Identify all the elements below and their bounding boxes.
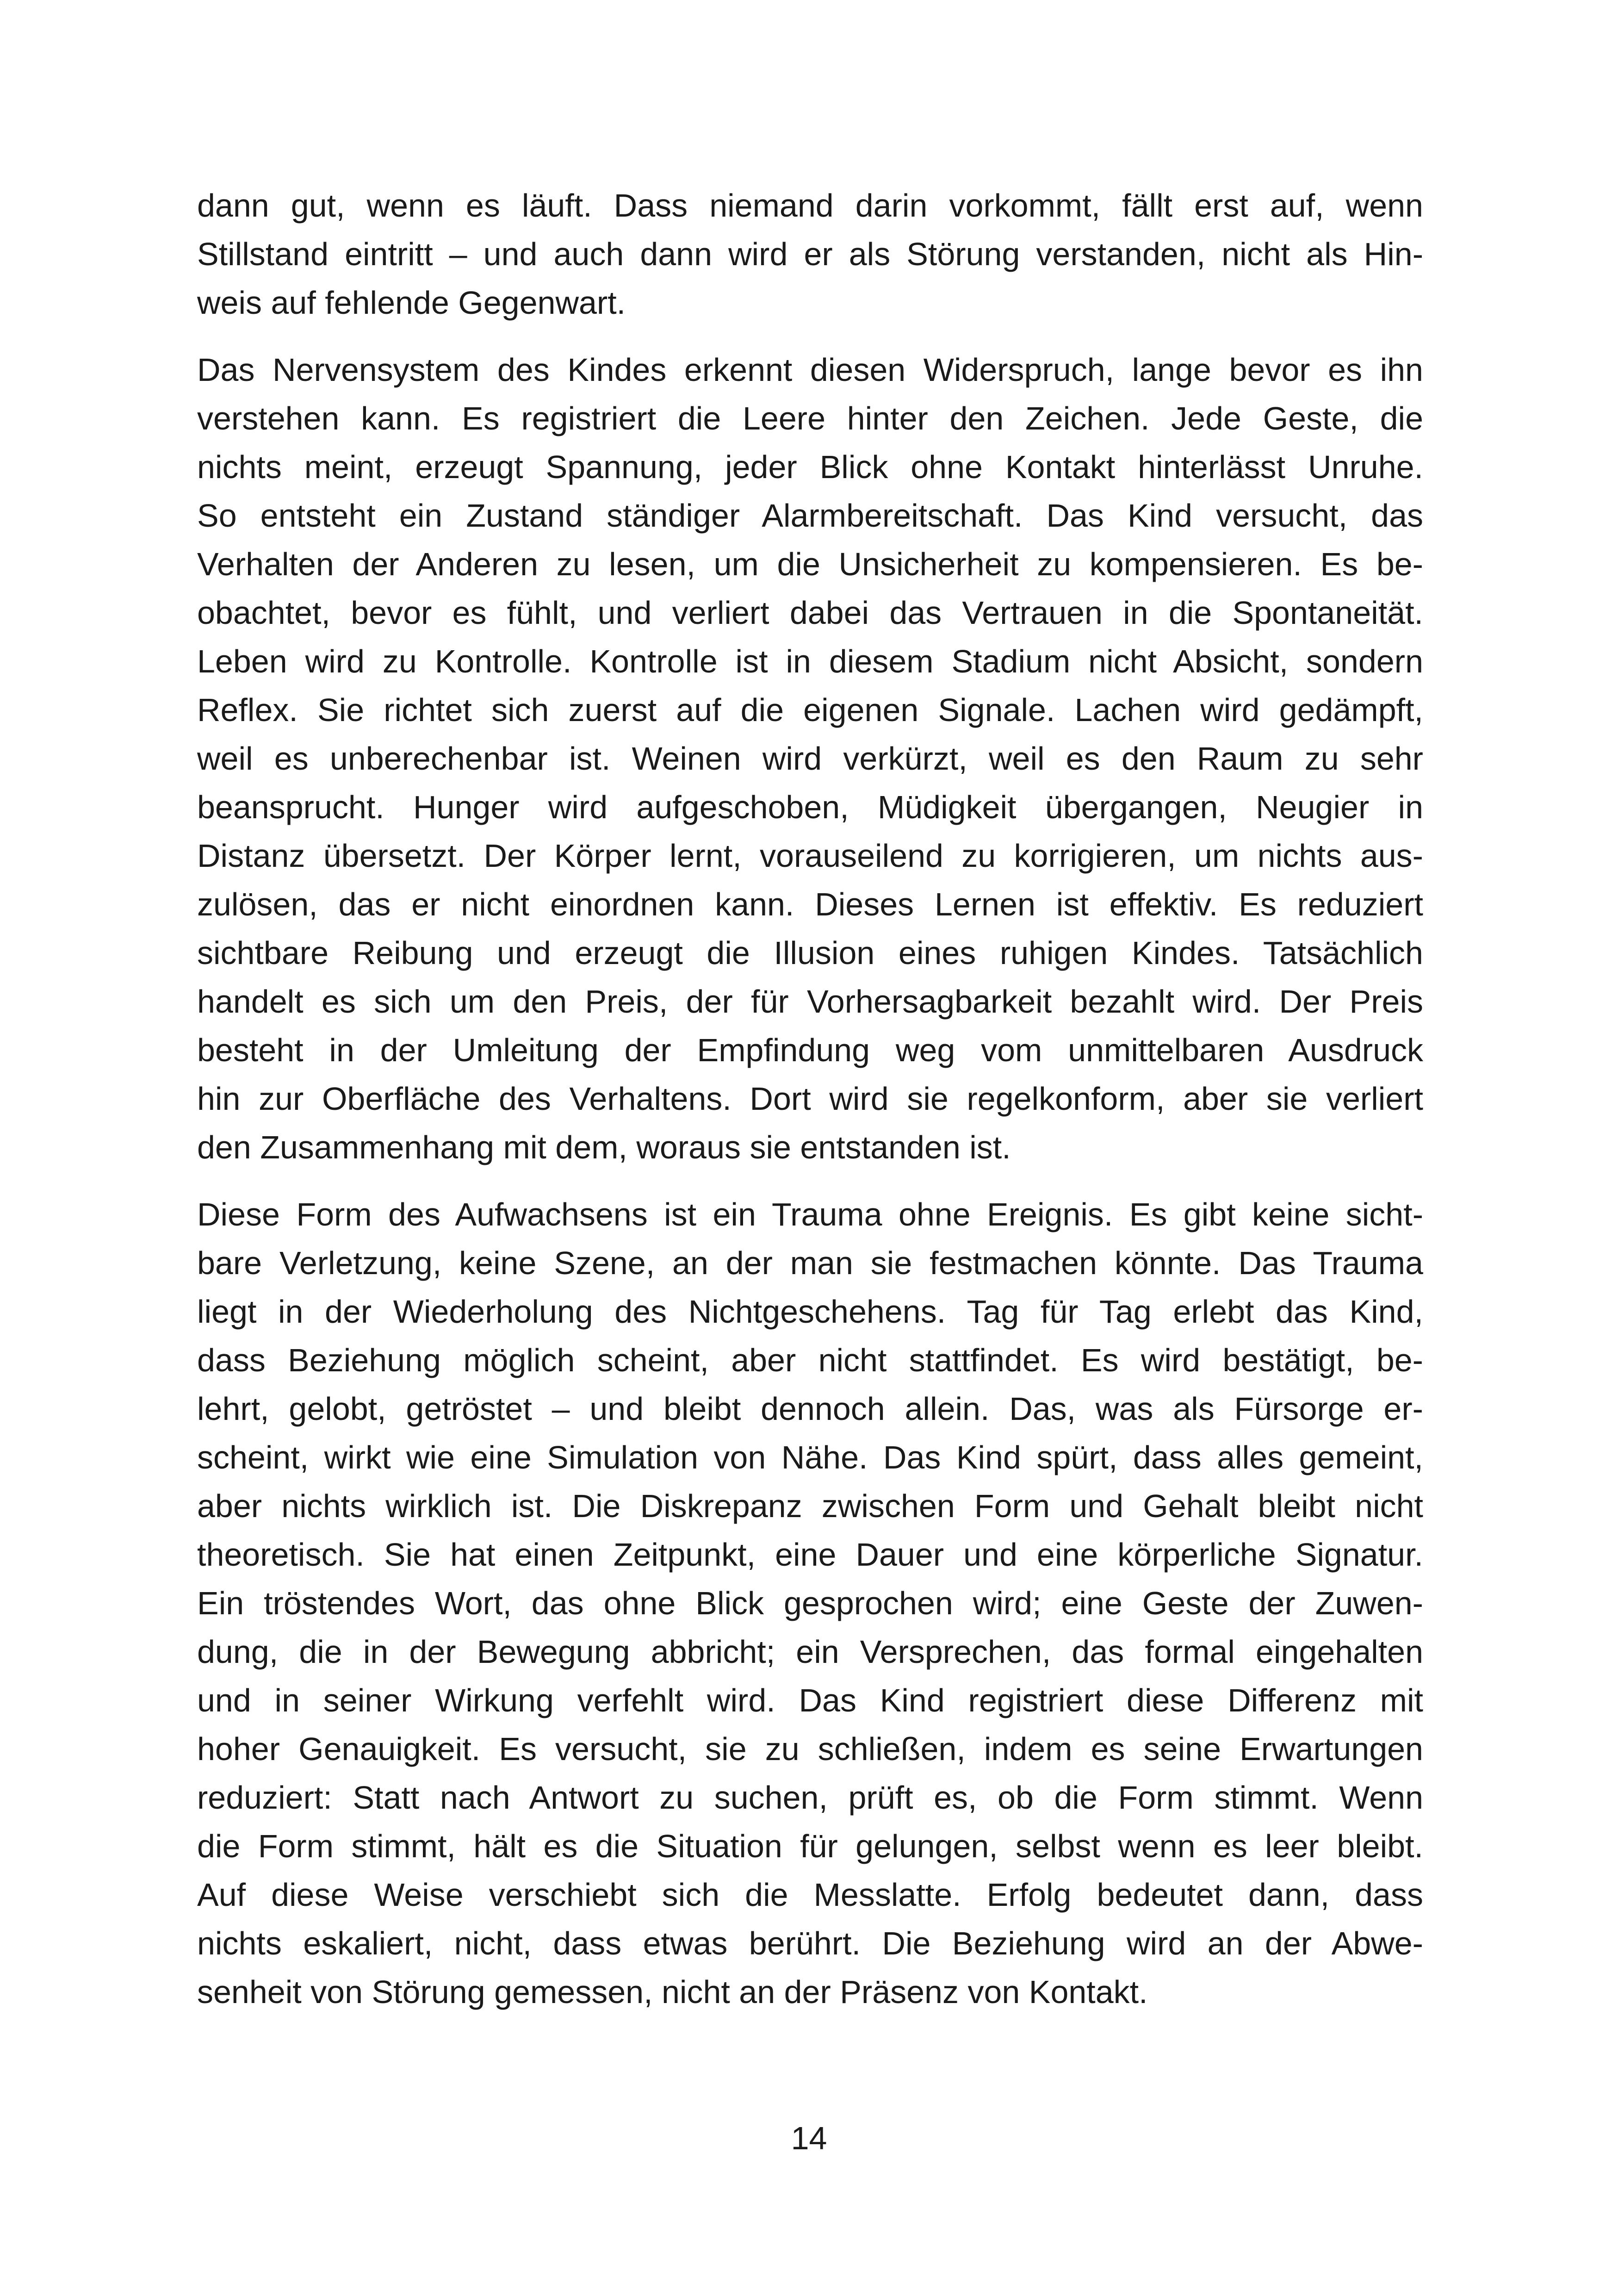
text-line: Diese Form des Aufwachsens ist ein Trauma ohne Ereignis. Es gibt keine sicht- [197, 1196, 1423, 1232]
text-line: Distanz übersetzt. Der Körper lernt, vorauseilend zu korrigieren, um nichts aus- [197, 838, 1423, 874]
text-line: Stillstand eintritt – und auch dann wird er als Störung verstanden, nicht als Hin- [197, 236, 1423, 272]
paragraph [197, 181, 1423, 327]
text-line: handelt es sich um den Preis, der für Vorhersagbarkeit bezahlt wird. Der Preis [197, 983, 1423, 1020]
text-line: aber nichts wirklich ist. Die Diskrepanz zwischen Form und Gehalt bleibt nicht [197, 1488, 1423, 1524]
paragraph [197, 346, 1423, 1172]
text-line: Ein tröstendes Wort, das ohne Blick gesprochen wird; eine Geste der Zuwen- [197, 1585, 1423, 1621]
text-line: dann gut, wenn es läuft. Dass niemand darin vorkommt, fällt erst auf, wenn [197, 187, 1423, 224]
text-line: besteht in der Umleitung der Empfindung weg vom unmittelbaren Ausdruck [197, 1032, 1423, 1068]
text-line: verstehen kann. Es registriert die Leere hinter den Zeichen. Jede Geste, die [197, 400, 1423, 436]
text-line: nichts meint, erzeugt Spannung, jeder Blick ohne Kontakt hinterlässt Unruhe. [197, 449, 1423, 485]
text-line: hoher Genauigkeit. Es versucht, sie zu schließen, indem es seine Erwartungen [197, 1731, 1423, 1767]
page-number: 14 [791, 2120, 827, 2156]
text-line: die Form stimmt, hält es die Situation für gelungen, selbst wenn es leer bleibt. [197, 1828, 1423, 1864]
text-line: bare Verletzung, keine Szene, an der man sie festmachen könnte. Das Trauma [197, 1245, 1423, 1281]
text-line: Leben wird zu Kontrolle. Kontrolle ist in diesem Stadium nicht Absicht, sondern [197, 643, 1423, 679]
text-line: weil es unberechenbar ist. Weinen wird verkürzt, weil es den Raum zu sehr [197, 740, 1423, 777]
body-text [197, 181, 1423, 2016]
text-line: nichts eskaliert, nicht, dass etwas berührt. Die Beziehung wird an der Abwe- [197, 1925, 1423, 1961]
text-line: senheit von Störung gemessen, nicht an der Präsenz von Kontakt. [197, 1974, 1148, 2010]
text-line: dass Beziehung möglich scheint, aber nicht stattfindet. Es wird bestätigt, be- [197, 1342, 1423, 1378]
text-line: theoretisch. Sie hat einen Zeitpunkt, eine Dauer und eine körperliche Signatur. [197, 1537, 1423, 1573]
text-line: Das Nervensystem des Kindes erkennt diesen Widerspruch, lange bevor es ihn [197, 352, 1423, 388]
text-line: den Zusammenhang mit dem, woraus sie entstanden ist. [197, 1129, 1011, 1165]
text-line: Reflex. Sie richtet sich zuerst auf die eigenen Signale. Lachen wird gedämpft, [197, 692, 1423, 728]
text-line: Verhalten der Anderen zu lesen, um die Unsicherheit zu kompensieren. Es be- [197, 546, 1423, 582]
text-line: reduziert: Statt nach Antwort zu suchen, prüft es, ob die Form stimmt. Wenn [197, 1780, 1423, 1816]
text-line: Auf diese Weise verschiebt sich die Messlatte. Erfolg bedeutet dann, dass [197, 1877, 1423, 1913]
text-line: zulösen, das er nicht einordnen kann. Dieses Lernen ist effektiv. Es reduziert [197, 886, 1423, 922]
text-line: beansprucht. Hunger wird aufgeschoben, Müdigkeit übergangen, Neugier in [197, 789, 1423, 825]
text-line: sichtbare Reibung und erzeugt die Illusion eines ruhigen Kindes. Tatsächlich [197, 935, 1423, 971]
text-line: weis auf fehlende Gegenwart. [197, 285, 626, 321]
text-line: So entsteht ein Zustand ständiger Alarmbereitschaft. Das Kind versucht, das [197, 498, 1423, 534]
paragraph [197, 1190, 1423, 2016]
text-line: liegt in der Wiederholung des Nichtgeschehens. Tag für Tag erlebt das Kind, [197, 1294, 1423, 1330]
text-line: obachtet, bevor es fühlt, und verliert dabei das Vertrauen in die Spontaneität. [197, 595, 1423, 631]
text-line: und in seiner Wirkung verfehlt wird. Das Kind registriert diese Differenz mit [197, 1682, 1423, 1718]
text-line: dung, die in der Bewegung abbricht; ein Versprechen, das formal eingehalten [197, 1634, 1423, 1670]
text-line: scheint, wirkt wie eine Simulation von Nähe. Das Kind spürt, dass alles gemeint, [197, 1439, 1423, 1475]
text-line: lehrt, gelobt, getröstet – und bleibt dennoch allein. Das, was als Fürsorge er- [197, 1391, 1423, 1427]
text-line: hin zur Oberfläche des Verhaltens. Dort wird sie regelkonform, aber sie verliert [197, 1081, 1423, 1117]
